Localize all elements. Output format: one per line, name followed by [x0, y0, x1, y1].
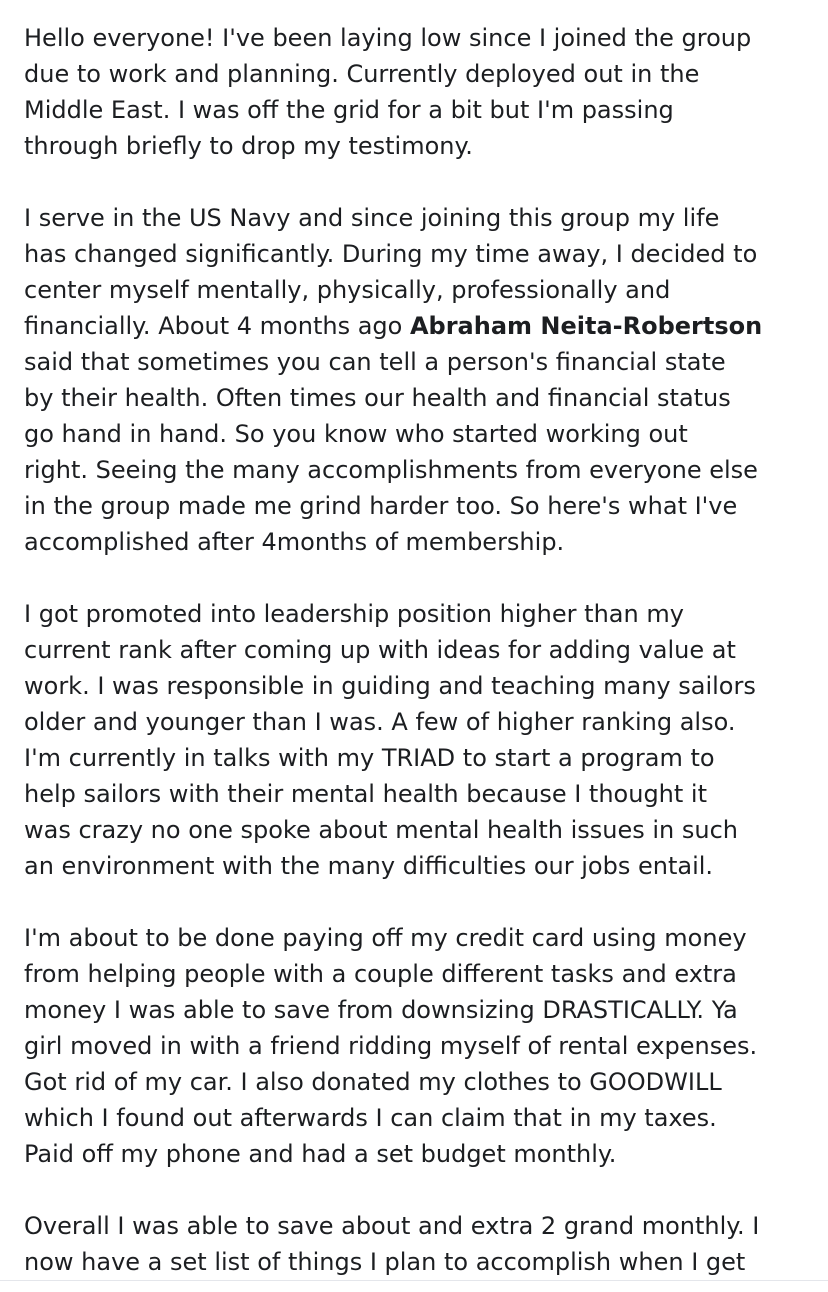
text-line: current rank after coming up with ideas for adding value at: [24, 636, 736, 664]
text-line: Overall I was able to save about and extra 2 grand monthly. I: [24, 1212, 760, 1240]
post-body: [24, 20, 820, 1280]
paragraph-gap: [24, 1172, 820, 1208]
text-line: I serve in the US Navy and since joining this group my life: [24, 204, 720, 232]
paragraph-intro: [24, 20, 820, 164]
text-line: in the group made me grind harder too. So here's what I've: [24, 492, 738, 520]
text-line: Hello everyone! I've been laying low since I joined the group: [24, 24, 752, 52]
text-line: I got promoted into leadership position higher than my: [24, 600, 684, 628]
paragraph-overall: [24, 1208, 820, 1280]
text-line: which I found out afterwards I can claim that in my taxes.: [24, 1104, 717, 1132]
text-line: work. I was responsible in guiding and teaching many sailors: [24, 672, 756, 700]
text-line: an environment with the many difficulties our jobs entail.: [24, 852, 714, 880]
text-line: go hand in hand. So you know who started working out: [24, 420, 688, 448]
text-line: said that sometimes you can tell a person's financial state: [24, 348, 726, 376]
paragraph-navy: [24, 200, 820, 560]
divider: [0, 1280, 828, 1281]
text-line: has changed significantly. During my time away, I decided to: [24, 240, 758, 268]
text-line: Got rid of my car. I also donated my clothes to GOODWILL: [24, 1068, 722, 1096]
text-line: help sailors with their mental health because I thought it: [24, 780, 708, 808]
text-line: accomplished after 4months of membership.: [24, 528, 565, 556]
text-line: from helping people with a couple different tasks and extra: [24, 960, 737, 988]
text-line: by their health. Often times our health and financial status: [24, 384, 731, 412]
text-line: now have a set list of things I plan to accomplish when I get: [24, 1248, 746, 1276]
text-line: Paid off my phone and had a set budget monthly.: [24, 1140, 617, 1168]
text-line: was crazy no one spoke about mental health issues in such: [24, 816, 738, 844]
paragraph-gap: [24, 560, 820, 596]
text-line: due to work and planning. Currently deployed out in the: [24, 60, 700, 88]
paragraph-gap: [24, 164, 820, 200]
mention-link[interactable]: Abraham Neita-Robertson: [409, 312, 763, 340]
text-segment: financially. About 4 months ago: [24, 312, 410, 340]
text-line: girl moved in with a friend ridding myself of rental expenses.: [24, 1032, 758, 1060]
paragraph-finances: [24, 920, 820, 1172]
text-line: older and younger than I was. A few of higher ranking also.: [24, 708, 736, 736]
text-line: through briefly to drop my testimony.: [24, 132, 473, 160]
text-line: I'm about to be done paying off my credit card using money: [24, 924, 747, 952]
paragraph-gap: [24, 884, 820, 920]
text-line: I'm currently in talks with my TRIAD to start a program to: [24, 744, 715, 772]
text-line: center myself mentally, physically, professionally and: [24, 276, 671, 304]
text-line: money I was able to save from downsizing DRASTICALLY. Ya: [24, 996, 738, 1024]
paragraph-promotion: [24, 596, 820, 884]
text-line: [24, 308, 820, 344]
text-line: right. Seeing the many accomplishments from everyone else: [24, 456, 758, 484]
text-line: Middle East. I was off the grid for a bit but I'm passing: [24, 96, 674, 124]
